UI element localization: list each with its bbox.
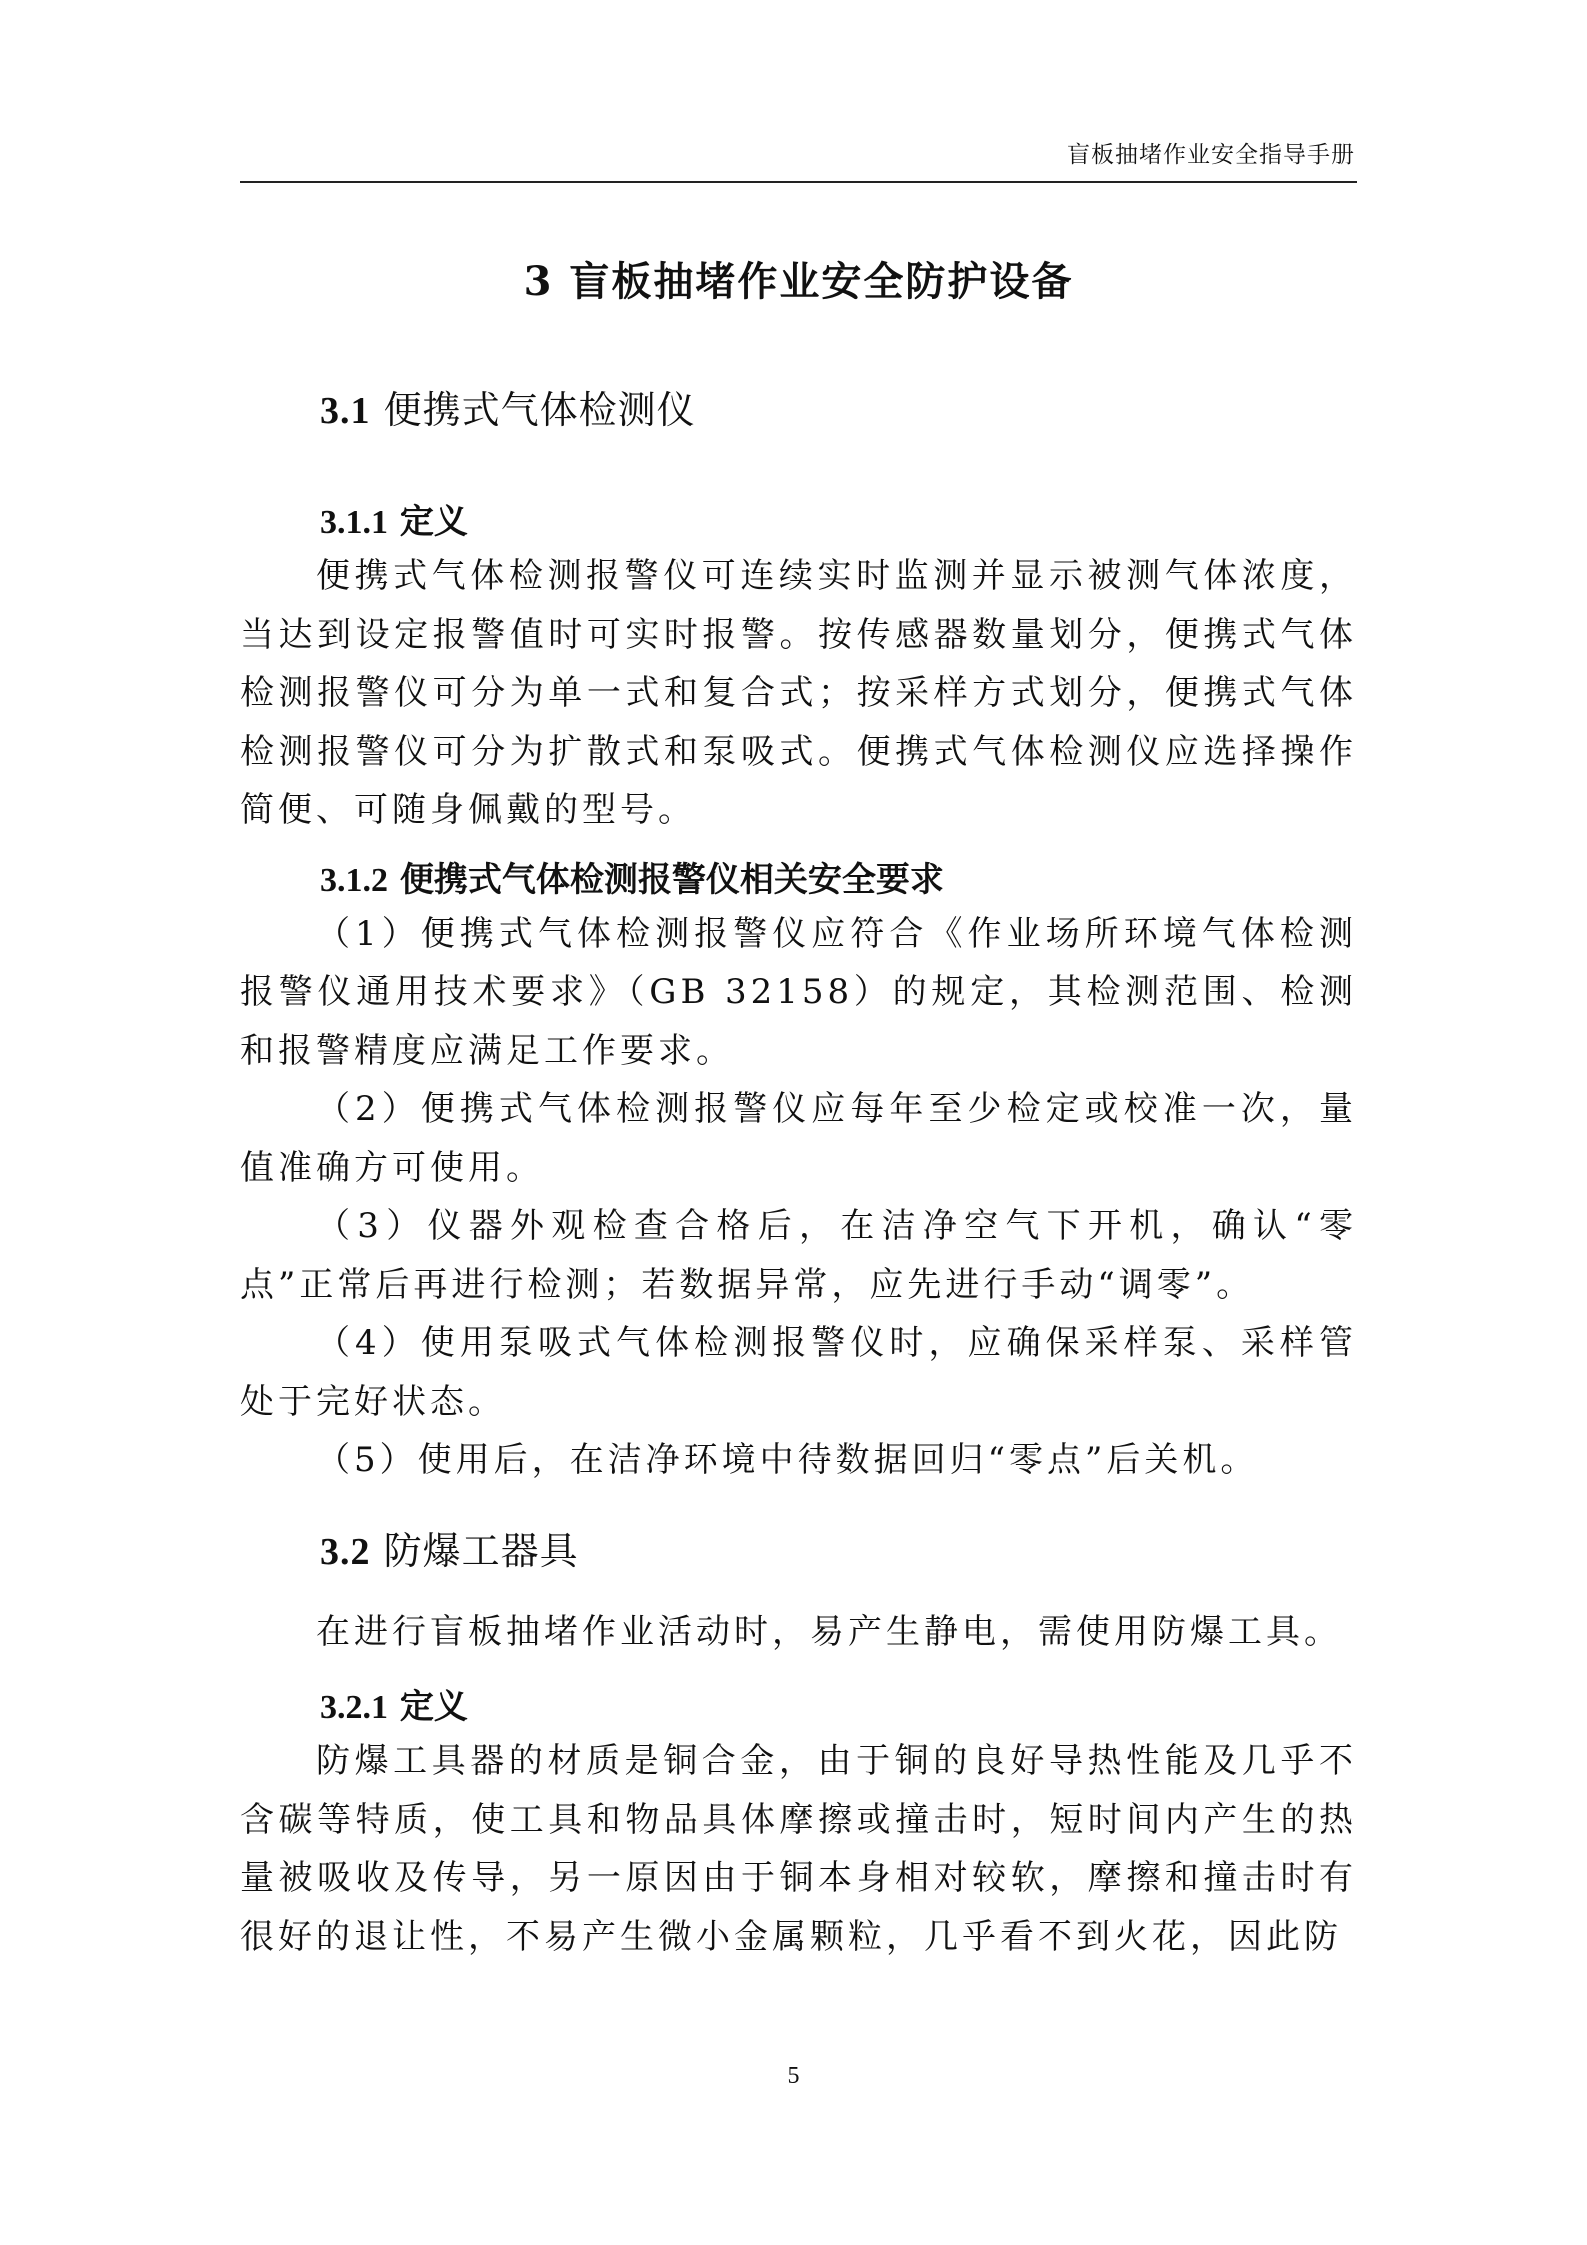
subsection-heading xyxy=(240,1679,1357,1728)
paragraph: 便携式气体检测报警仪可连续实时监测并显示被测气体浓度，当达到设定报警值时可实时报警。按传感器数量划分，便携式气体检测报警仪可分为单一式和复合式；按采样方式划分，便携式气体检测报警仪可分为扩散式和泵吸式。便携式气体检测仪应选择操作简便、可随身佩戴的型号。 xyxy=(240,556,1357,830)
subsection-title: 定义 xyxy=(399,502,468,542)
section-heading xyxy=(240,1520,1357,1575)
section-title: 防爆工器具 xyxy=(383,1528,579,1573)
list-item: （4）使用泵吸式气体检测报警仪时，应确保采样泵、采样管处于完好状态。 xyxy=(240,1323,1357,1422)
subsection-number: 3.2.1 xyxy=(320,1689,388,1726)
section-number: 3.1 xyxy=(320,390,371,432)
list-item: （5）使用后，在洁净环境中待数据回归“零点”后关机。 xyxy=(316,1440,1259,1480)
subsection-number: 3.1.2 xyxy=(320,861,388,899)
list-item: （3）仪器外观检查合格后，在洁净空气下开机，确认“零点”正常后再进行检测；若数据异常，应先进行手动“调零”。 xyxy=(240,1206,1357,1305)
paragraph: 在进行盲板抽堵作业活动时，易产生静电，需使用防爆工具。 xyxy=(316,1611,1342,1652)
subsection-title: 便携式气体检测报警仪相关安全要求 xyxy=(399,859,944,900)
section-number: 3.2 xyxy=(320,1530,371,1573)
running-header: 盲板抽堵作业安全指导手册 xyxy=(1067,142,1355,168)
subsection-heading xyxy=(240,494,1357,543)
list-item: （2）便携式气体检测报警仪应每年至少检定或校准一次，量值准确方可使用。 xyxy=(240,1089,1357,1188)
page-number: 5 xyxy=(787,2063,800,2089)
subsection-heading xyxy=(240,852,1357,901)
section-heading xyxy=(240,379,1357,434)
subsection-title: 定义 xyxy=(399,1687,468,1727)
section-title: 便携式气体检测仪 xyxy=(383,388,696,432)
chapter-title: 3 盲板抽堵作业安全防护设备 xyxy=(523,258,1074,305)
page-content xyxy=(240,240,1357,1966)
list-item: （1）便携式气体检测报警仪应符合《作业场所环境气体检测报警仪通用技术要求》（GB 32158）的规定，其检测范围、检测和报警精度应满足工作要求。 xyxy=(240,913,1357,1071)
header-rule xyxy=(240,181,1357,183)
paragraph: 防爆工具器的材质是铜合金，由于铜的良好导热性能及几乎不含碳等特质，使工具和物品具体摩擦或撞击时，短时间内产生的热量被吸收及传导，另一原因由于铜本身相对较软，摩擦和撞击时有很好的退让性，不易产生微小金属颗粒，几乎看不到火花，因此防 xyxy=(240,1741,1357,1957)
subsection-number: 3.1.1 xyxy=(320,504,388,541)
